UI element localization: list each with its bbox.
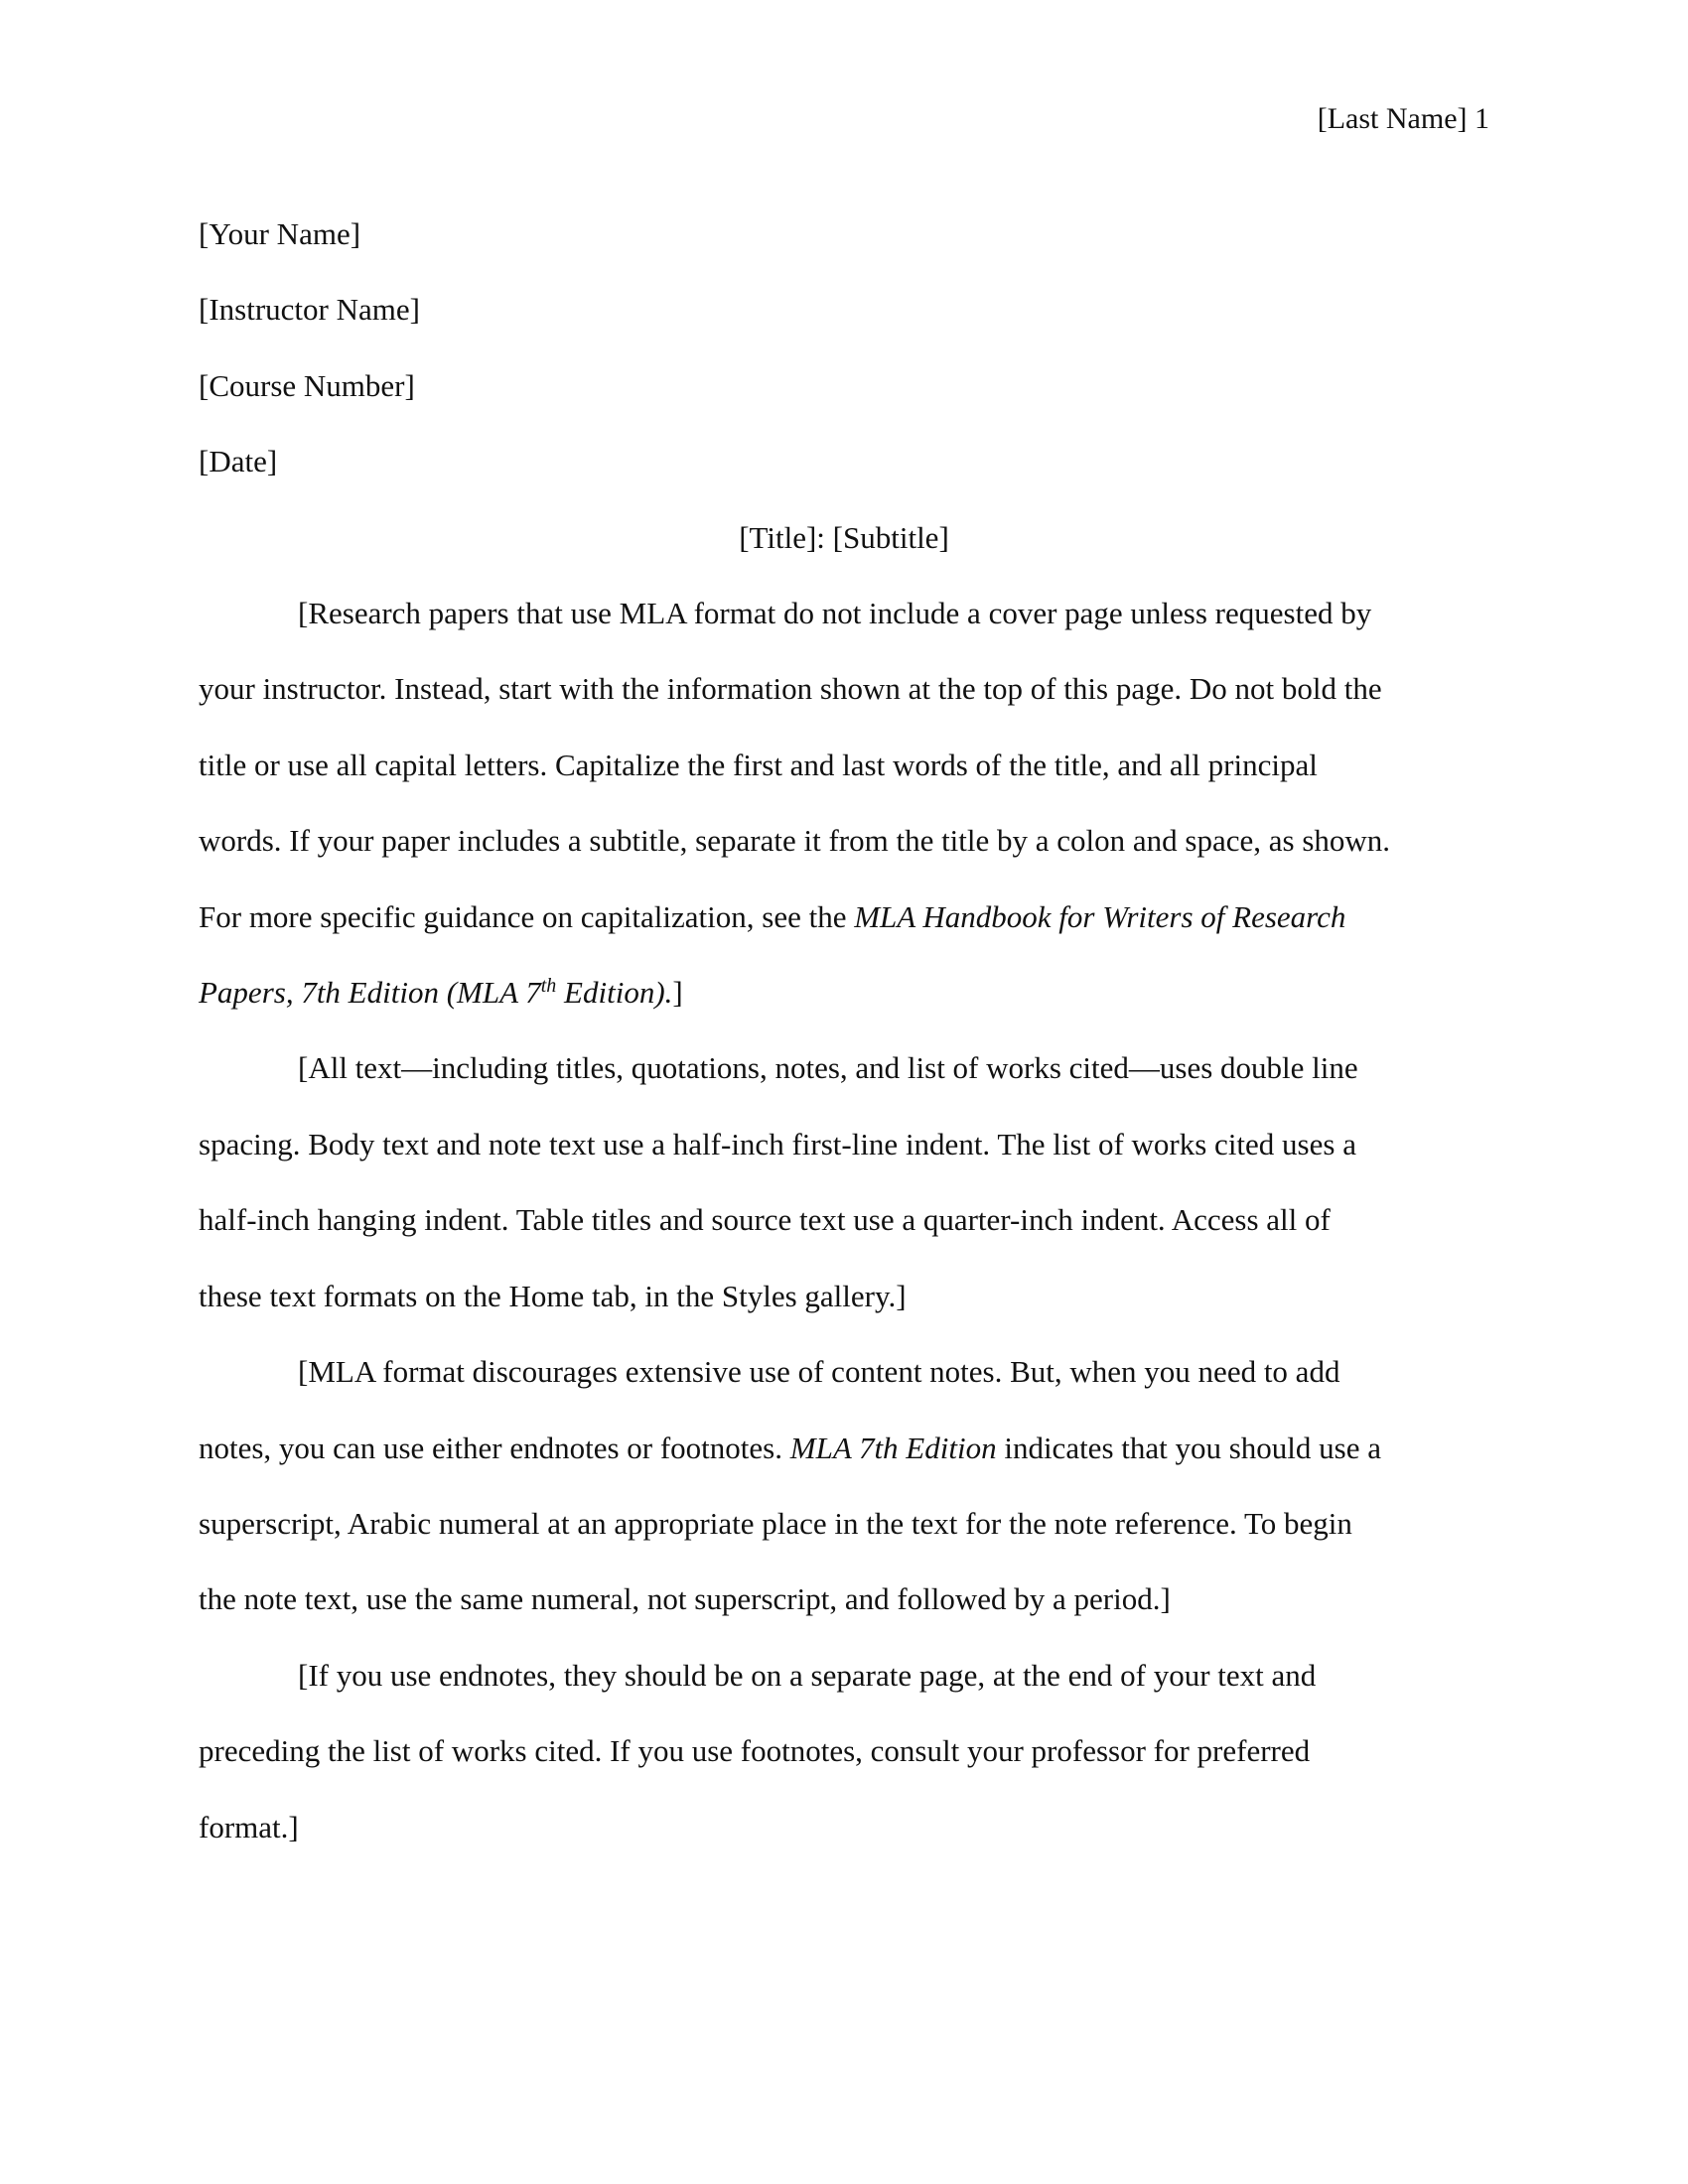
text-line: [Research papers that use MLA format do not include a cover page unless requested by [298, 596, 1372, 631]
text-line [199, 880, 1489, 955]
text-line: format.] [199, 1809, 299, 1844]
text-line: these text formats on the Home tab, in the Styles gallery.] [199, 1278, 907, 1313]
running-head: [Last Name] 1 [1317, 102, 1489, 135]
paper-title: [Title]: [Subtitle] [739, 519, 949, 555]
text-line: spacing. Body text and note text use a half-inch first-line indent. The list of works cited uses a [199, 1126, 1356, 1161]
text-line: [All text—including titles, quotations, notes, and list of works cited—uses double line [298, 1050, 1358, 1086]
text-segment: notes, you can use either endnotes or footnotes. [199, 1430, 790, 1465]
text-line: superscript, Arabic numeral at an appropriate place in the text for the note reference. To begin [199, 1505, 1352, 1541]
handbook-title-end: Edition). [556, 975, 673, 1011]
handbook-title-cont: Papers, 7th Edition (MLA 7 [199, 975, 541, 1011]
text-line: half-inch hanging indent. Table titles and source text use a quarter-inch indent. Access all of [199, 1202, 1331, 1238]
text-segment: ] [672, 975, 683, 1011]
author-name: [Your Name] [199, 216, 361, 251]
paragraph-1 [199, 576, 1489, 1030]
text-line: [MLA format discourages extensive use of content notes. But, when you need to add [298, 1354, 1340, 1390]
text-segment: For more specific guidance on capitalization, see the [199, 898, 855, 934]
text-line: the note text, use the same numeral, not superscript, and followed by a period.] [199, 1581, 1171, 1617]
text-line: title or use all capital letters. Capitalize the first and last words of the title, and all principal [199, 747, 1318, 782]
handbook-title: MLA Handbook for Writers of Research [854, 898, 1346, 934]
date: [Date] [199, 444, 278, 479]
text-line [199, 1411, 1489, 1486]
paragraph-4 [199, 1638, 1489, 1865]
paragraph-3 [199, 1334, 1489, 1638]
text-line: words. If your paper includes a subtitle, separate it from the title by a colon and space, as shown. [199, 823, 1391, 859]
course-number: [Course Number] [199, 367, 415, 403]
superscript-th: th [540, 975, 557, 998]
text-line [199, 955, 1489, 1030]
text-line: your instructor. Instead, start with the information shown at the top of this page. Do not bold the [199, 671, 1382, 707]
document-body [199, 197, 1489, 1865]
paragraph-2 [199, 1030, 1489, 1334]
instructor-name: [Instructor Name] [199, 292, 420, 328]
text-line: [If you use endnotes, they should be on a separate page, at the end of your text and [298, 1657, 1317, 1693]
edition-title: MLA 7th Edition [789, 1430, 997, 1465]
text-line: preceding the list of works cited. If you use footnotes, consult your professor for preferred [199, 1733, 1311, 1769]
text-segment: indicates that you should use a [996, 1430, 1382, 1465]
heading-block [199, 197, 1489, 500]
